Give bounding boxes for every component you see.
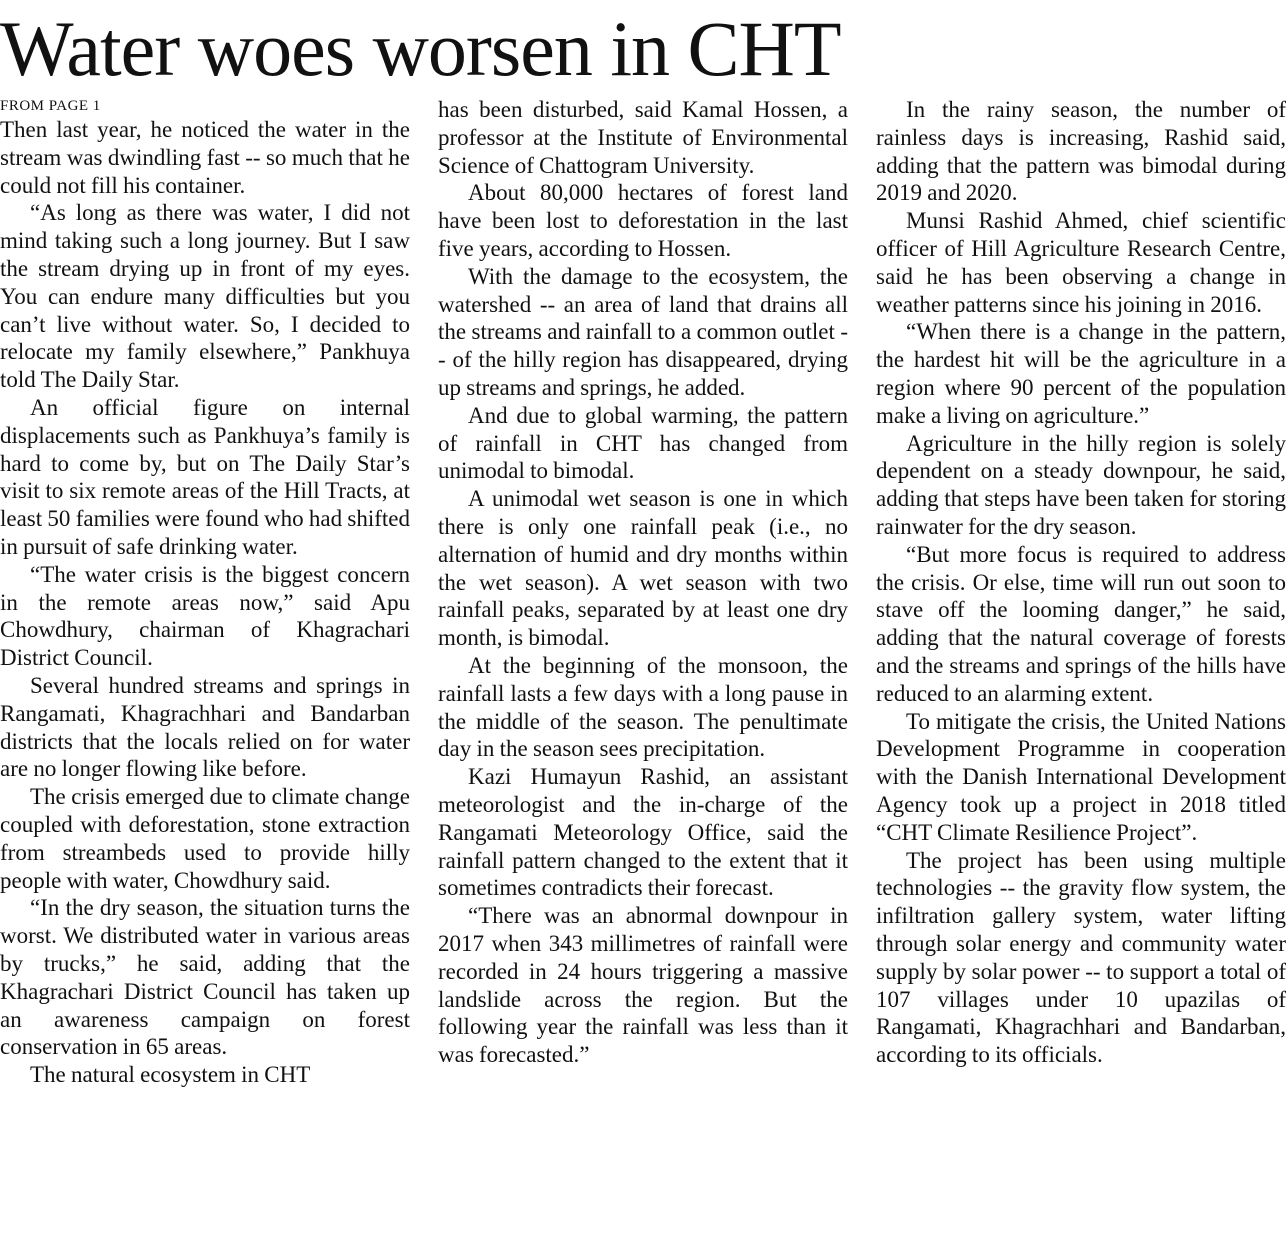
paragraph: Munsi Rashid Ahmed, chief scientific officer of Hill Agriculture Research Centre, said he has been observing a change in weather patterns since his joining in 2016. bbox=[876, 208, 1286, 317]
paragraph: And due to global warming, the pattern of rainfall in CHT has changed from unimodal to bimodal. bbox=[438, 402, 848, 484]
paragraph: The natural ecosystem in CHT bbox=[30, 1062, 311, 1088]
paragraph: With the damage to the ecosystem, the watershed -- an area of land that drains all the streams and rainfall to a common outlet -- of the hilly region has disappeared, drying up streams and springs, he added. bbox=[438, 263, 848, 400]
paragraph: The crisis emerged due to climate change coupled with deforestation, stone extraction from streambeds used to provide hilly people with water, Chowdhury said. bbox=[0, 784, 410, 893]
paragraph: At the beginning of the monsoon, the rainfall lasts a few days with a long pause in the middle of the season. The penultimate day in the season sees precipitation. bbox=[438, 652, 848, 762]
paragraph: An official figure on internal displacements such as Pankhuya’s family is hard to come by, but on The Daily Star’s visit to six remote areas of the Hill Tracts, at least 50 families were found who had shifted in pursuit of safe drinking water. bbox=[0, 394, 410, 559]
paragraph: “The water crisis is the biggest concern in the remote areas now,” said Apu Chowdhury, chairman of Khagrachari District Council. bbox=[0, 561, 410, 671]
paragraph: “As long as there was water, I did not mind taking such a long journey. But I saw the stream drying up in front of my eyes. You can endure many difficulties but you can’t live without water. So, I decided to relocate my family elsewhere,” Pankhuya told The Daily Star. bbox=[0, 200, 410, 393]
paragraph: has been disturbed, said Kamal Hossen, a professor at the Institute of Environmental Science of Chattogram University. bbox=[438, 97, 848, 178]
article-column-1 bbox=[0, 96, 410, 1236]
paragraph: In the rainy season, the number of rainless days is increasing, Rashid said, adding that the pattern was bimodal during 2019 and 2020. bbox=[876, 97, 1286, 206]
paragraph: Kazi Humayun Rashid, an assistant meteorologist and the in-charge of the Rangamati Meteorology Office, said the rainfall pattern changed to the extent that it sometimes contradicts their forecast. bbox=[438, 764, 848, 901]
paragraph: “When there is a change in the pattern, the hardest hit will be the agriculture in a region where 90 percent of the population make a living on agriculture.” bbox=[876, 319, 1286, 428]
paragraph: Agriculture in the hilly region is solely dependent on a steady downpour, he said, adding that steps have been taken for storing rainwater for the dry season. bbox=[876, 430, 1286, 539]
article-column-2 bbox=[438, 96, 848, 1236]
paragraph: The project has been using multiple technologies -- the gravity flow system, the infiltration gallery system, water lifting through solar energy and community water supply by solar power -- to support a total of 107 villages under 10 upazilas of Rangamati, Khagrachhari and Bandarban, according to its officials. bbox=[876, 847, 1286, 1068]
paragraph: A unimodal wet season is one in which there is only one rainfall peak (i.e., no alternation of humid and dry months within the wet season). A wet season with two rainfall peaks, separated by at least one dry month, is bimodal. bbox=[438, 486, 848, 651]
paragraph: “But more focus is required to address the crisis. Or else, time will run out soon to stave off the looming danger,” he said, adding that the natural coverage of forests and the streams and springs of the hills have reduced to an alarming extent. bbox=[876, 541, 1286, 706]
paragraph: “In the dry season, the situation turns the worst. We distributed water in various areas by trucks,” he said, adding that the Khagrachari District Council has taken up an awareness campaign on forest conservation in 65 areas. bbox=[0, 895, 410, 1060]
headline: Water woes worsen in CHT bbox=[0, 5, 841, 92]
paragraph: To mitigate the crisis, the United Nations Development Programme in cooperation with the Danish International Development Agency took up a project in 2018 titled “CHT Climate Resilience Project”. bbox=[876, 708, 1286, 845]
paragraph: About 80,000 hectares of forest land have been lost to deforestation in the last five years, according to Hossen. bbox=[438, 180, 848, 261]
paragraph: Several hundred streams and springs in Rangamati, Khagrachhari and Bandarban districts that the locals relied on for water are no longer flowing like before. bbox=[0, 672, 410, 782]
paragraph: Then last year, he noticed the water in the stream was dwindling fast -- so much that he could not fill his container. bbox=[0, 117, 410, 198]
paragraph: “There was an abnormal downpour in 2017 when 343 millimetres of rainfall were recorded in 24 hours triggering a massive landslide across the region. But the following year the rainfall was less than it was forecasted.” bbox=[438, 903, 848, 1068]
continued-from-label: FROM PAGE 1 bbox=[0, 98, 101, 114]
article-column-3 bbox=[876, 96, 1286, 1236]
